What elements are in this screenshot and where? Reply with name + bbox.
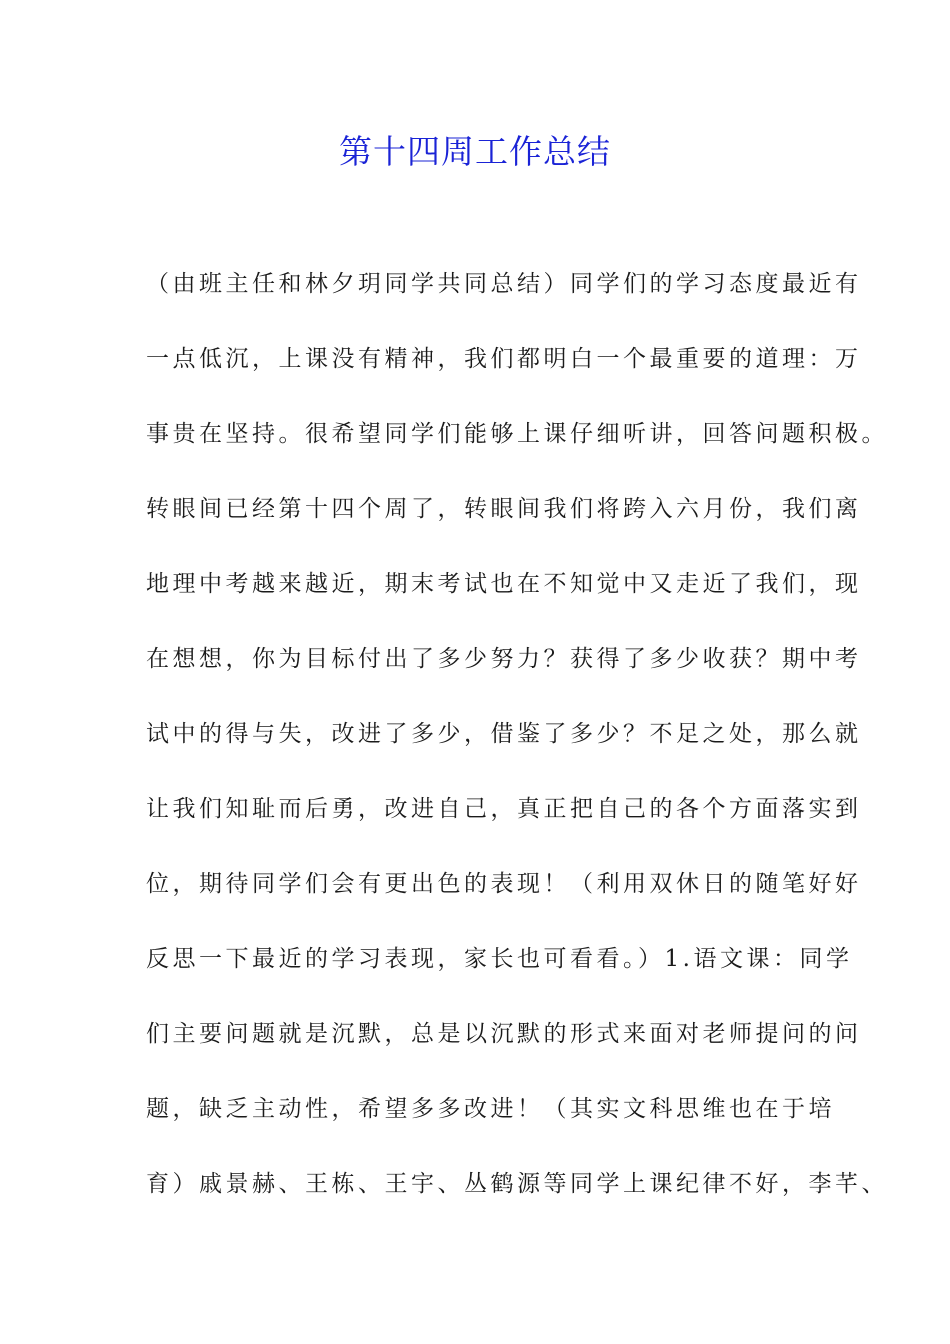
body-line-5: 地理中考越来越近，期末考试也在不知觉中又走近了我们，现 [146,571,862,597]
body-line-11: 们主要问题就是沉默，总是以沉默的形式来面对老师提问的问 [146,1021,862,1047]
body-line-4: 转眼间已经第十四个周了，转眼间我们将跨入六月份，我们离 [146,496,862,522]
body-line-3: 事贵在坚持。很希望同学们能够上课仔细听讲，回答问题积极。 [146,421,888,447]
body-line-2: 一点低沉，上课没有精神，我们都明白一个最重要的道理：万 [146,346,862,372]
body-line-8: 让我们知耻而后勇，改进自己，真正把自己的各个方面落实到 [146,796,862,822]
body-line-13: 育）戚景赫、王栋、王宇、丛鹤源等同学上课纪律不好，李芊、 [146,1171,888,1197]
body-line-1: （由班主任和林夕玥同学共同总结）同学们的学习态度最近有 [146,271,862,297]
document-body [146,262,888,1237]
body-line-10: 反思一下最近的学习表现，家长也可看看。）1.语文课：同学 [146,946,853,972]
body-line-6: 在想想，你为目标付出了多少努力？获得了多少收获？期中考 [146,646,862,672]
body-line-9: 位，期待同学们会有更出色的表现！（利用双休日的随笔好好 [146,871,862,897]
body-line-7: 试中的得与失，改进了多少，借鉴了多少？不足之处，那么就 [146,721,862,747]
body-line-12: 题，缺乏主动性，希望多多改进！（其实文科思维也在于培 [146,1096,835,1122]
document-title: 第十四周工作总结 [339,132,611,171]
